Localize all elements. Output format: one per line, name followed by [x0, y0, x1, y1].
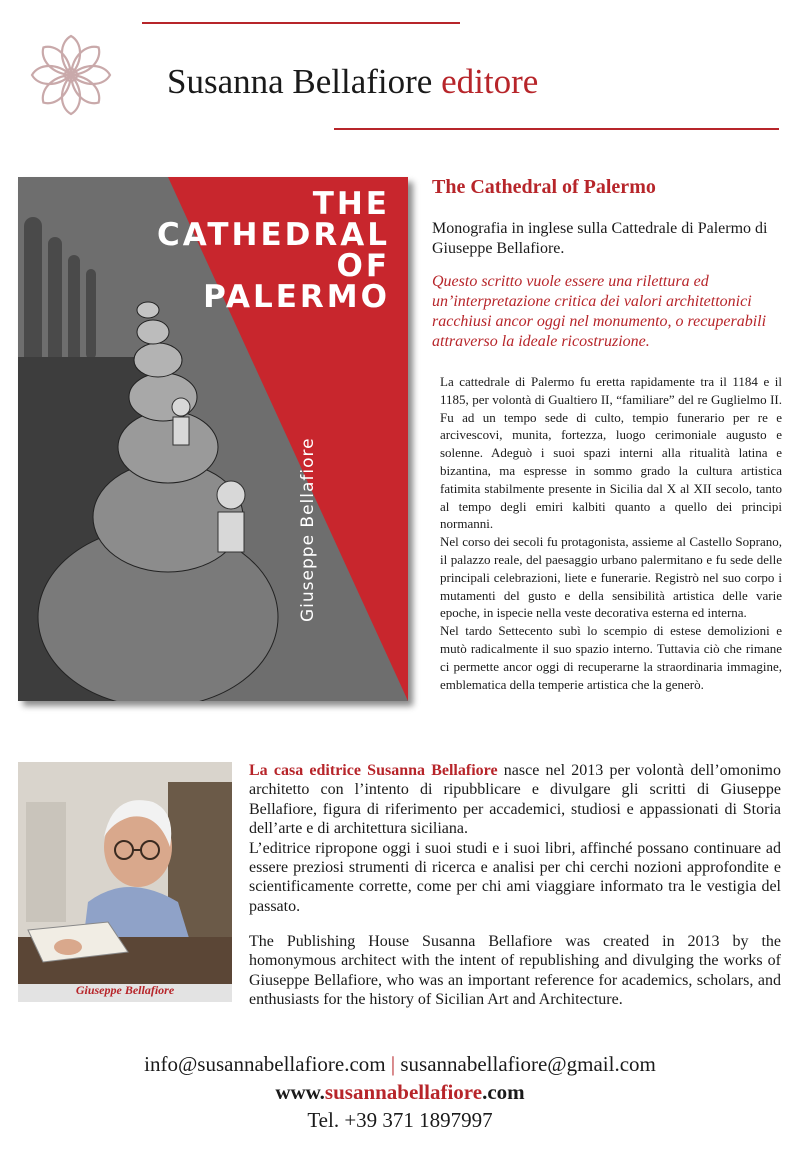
footer-emails [0, 1050, 800, 1078]
cover-author: Giuseppe Bellafiore [298, 437, 318, 622]
email-link[interactable]: info@susannabellafiore.com [144, 1052, 386, 1076]
description-paragraph: Nel corso dei secoli fu protagonista, assieme al Castello Soprano, il palazzo reale, del paesaggio urbano palermitano e fu sede delle principali celebrazioni, liete e funerarie. Registrò nel suo corpo i mutamenti del gusto e della sensibilità artistica delle varie epoche, in ispecie nella veste decorativa esterna ed interna. [440, 534, 782, 621]
cover-title-line: OF [336, 248, 390, 284]
book-intro: Monografia in inglese sulla Cattedrale di Palermo di Giuseppe Bellafiore. [432, 220, 768, 257]
book-title: The Cathedral of Palermo [432, 176, 656, 198]
brand-suffix: editore [441, 62, 539, 101]
book-description [440, 373, 782, 693]
website-suffix: .com [482, 1080, 525, 1104]
cover-title-line: PALERMO [203, 279, 390, 315]
about-publisher-en: The Publishing House Susanna Bellafiore was created in 2013 by the homonymous architect with the intent of republishing and divulging the works of Giuseppe Bellafiore, who was an important reference for academics, scholars, and enthusiasts for the history of Sicilian Art and Architecture. [249, 933, 781, 1009]
about-paragraph [249, 761, 781, 839]
header-bottom-rule [334, 128, 779, 130]
publisher-highlight: La casa editrice Susanna Bellafiore [249, 762, 498, 779]
website-prefix: www. [275, 1080, 325, 1104]
rosette-logo-icon [26, 30, 116, 120]
about-paragraph: L’editrice ripropone oggi i suoi studi e i suoi libri, affinché possano continuare ad essere preziosi strumenti di ricerca e analisi per chi cerchi nozioni approfondite e scientificamente corrette, come per chi ami viaggiare informato tra le vestigia del passato. [249, 839, 781, 915]
book-cover [18, 177, 408, 701]
about-text: nasce nel 2013 per volontà dell’omonimo architetto con l’intento di ripubblicare e divulgare gli scritti di Giuseppe Bellafiore, figura di riferimento per accademici, studiosi e appassionati di Storia dell’arte e di architettura siciliana. [249, 762, 782, 838]
header-top-rule [142, 22, 460, 24]
website-name: susannabellafiore [324, 1080, 483, 1104]
about-publisher-it [249, 761, 781, 916]
book-quote: Questo scritto vuole essere una rilettura ed un’interpretazione critica dei valori architettonici racchiusi ancor oggi nel monumento, o recuperabili attraverso la ideale ricostruzione. [432, 273, 767, 350]
author-photo-frame [18, 762, 232, 1002]
website-link[interactable] [0, 1078, 800, 1106]
footer-contacts [0, 1050, 800, 1134]
description-paragraph: La cattedrale di Palermo fu eretta rapidamente tra il 1184 e il 1185, per volontà di Gualtiero II, “familiare” del re Guglielmo II. Fu ad un tempo sede di culto, tempio funerario per re e arcivescovi, munita, fortezza, luogo cerimoniale augusto e solenne. Adeguò i suoi spazi interni alla ritualità latina e bizantina, ma espresse in sommo grado la cultura artistica fatimita stabilmente presente in Sicilia dal X al XII secolo, tanto al tempo degli emiri kalbiti quanto a quello dei principi normanni. [440, 374, 782, 532]
photo-caption: Giuseppe Bellafiore [75, 983, 175, 997]
description-paragraph: Nel tardo Settecento subì lo scempio di estese demolizioni e mutò radicalmente il suo spazio interno. Tuttavia ciò che rimane ci permette ancor oggi di recuperarne la straordinaria immagine, emblematica della temperie artistica che la generò. [440, 623, 782, 692]
author-photo [18, 762, 232, 984]
cover-title-line: CATHEDRAL [157, 217, 390, 253]
email-link[interactable]: susannabellafiore@gmail.com [400, 1052, 656, 1076]
brand-name: Susanna Bellafiore [167, 62, 433, 101]
cover-title [157, 186, 390, 315]
footer-separator: | [390, 1052, 396, 1076]
cover-title-line: THE [312, 186, 390, 222]
brand-title [167, 62, 538, 102]
phone-number: Tel. +39 371 1897997 [307, 1108, 493, 1132]
